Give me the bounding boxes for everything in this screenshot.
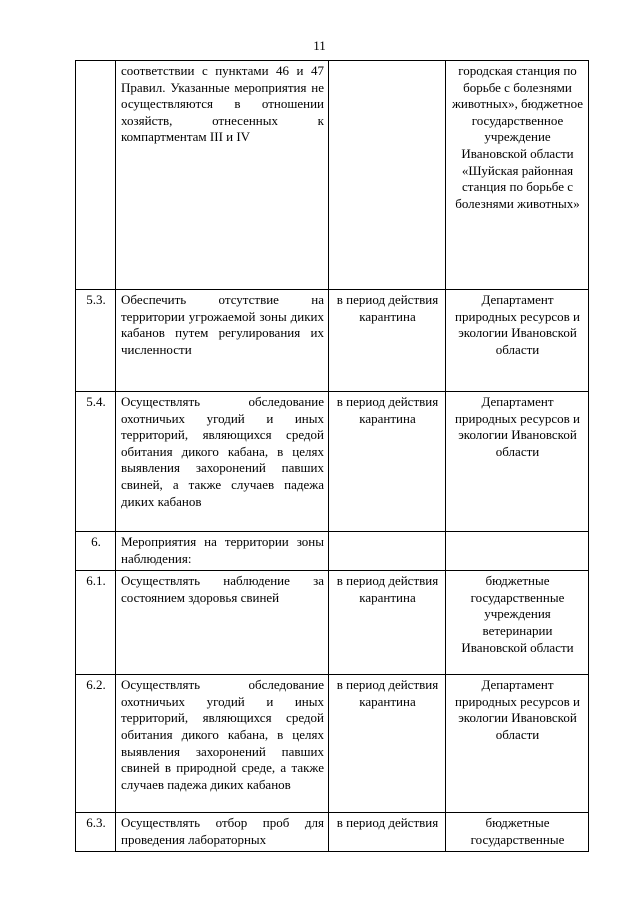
period-text <box>329 61 446 290</box>
table-row <box>76 813 589 852</box>
period-text: в период действия карантина <box>329 392 446 532</box>
responsible-text: Департамент природных ресурсов и экологии Ивановской области <box>446 392 589 532</box>
table-row <box>76 290 589 392</box>
period-text: в период действия карантина <box>329 571 446 675</box>
measure-text: Осуществлять обследование охотничьих угодий и иных территорий, являющихся средой обитания дикого кабана, в целях выявления захоронений павших свиней, а также случаев падежа диких кабанов <box>116 392 329 532</box>
responsible-text <box>446 532 589 571</box>
responsible-text: Департамент природных ресурсов и экологии Ивановской области <box>446 675 589 813</box>
period-text: в период действия карантина <box>329 290 446 392</box>
period-text: в период действия <box>329 813 446 852</box>
row-number: 6.3. <box>76 813 116 852</box>
measure-text: Мероприятия на территории зоны наблюдения: <box>116 532 329 571</box>
row-number: 6. <box>76 532 116 571</box>
responsible-text: Департамент природных ресурсов и экологии Ивановской области <box>446 290 589 392</box>
responsible-text: бюджетные государственные учреждения ветеринарии Ивановской области <box>446 571 589 675</box>
table-row <box>76 532 589 571</box>
period-text <box>329 532 446 571</box>
measure-text: Обеспечить отсутствие на территории угрожаемой зоны диких кабанов путем регулирования их численности <box>116 290 329 392</box>
table-row <box>76 392 589 532</box>
row-number: 6.1. <box>76 571 116 675</box>
responsible-text: городская станция по борьбе с болезнями животных», бюджетное государственное учреждение Ивановской области «Шуйская районная станция по борьбе с болезнями животных» <box>446 61 589 290</box>
period-text: в период действия карантина <box>329 675 446 813</box>
table-row <box>76 61 589 290</box>
row-number <box>76 61 116 290</box>
page-number: 11 <box>313 38 326 53</box>
table-row <box>76 571 589 675</box>
measure-text: Осуществлять отбор проб для проведения лабораторных <box>116 813 329 852</box>
measure-text: соответствии с пунктами 46 и 47 Правил. Указанные мероприятия не осуществляются в отношении хозяйств, отнесенных к компартментам III и IV <box>116 61 329 290</box>
measure-text: Осуществлять обследование охотничьих угодий и иных территорий, являющихся средой обитания дикого кабана, в целях выявления захоронений павших свиней в природной среде, а также случаев падежа диких кабанов <box>116 675 329 813</box>
row-number: 5.4. <box>76 392 116 532</box>
measures-table <box>75 60 589 852</box>
responsible-text: бюджетные государственные <box>446 813 589 852</box>
measure-text: Осуществлять наблюдение за состоянием здоровья свиней <box>116 571 329 675</box>
row-number: 6.2. <box>76 675 116 813</box>
row-number: 5.3. <box>76 290 116 392</box>
table-row <box>76 675 589 813</box>
